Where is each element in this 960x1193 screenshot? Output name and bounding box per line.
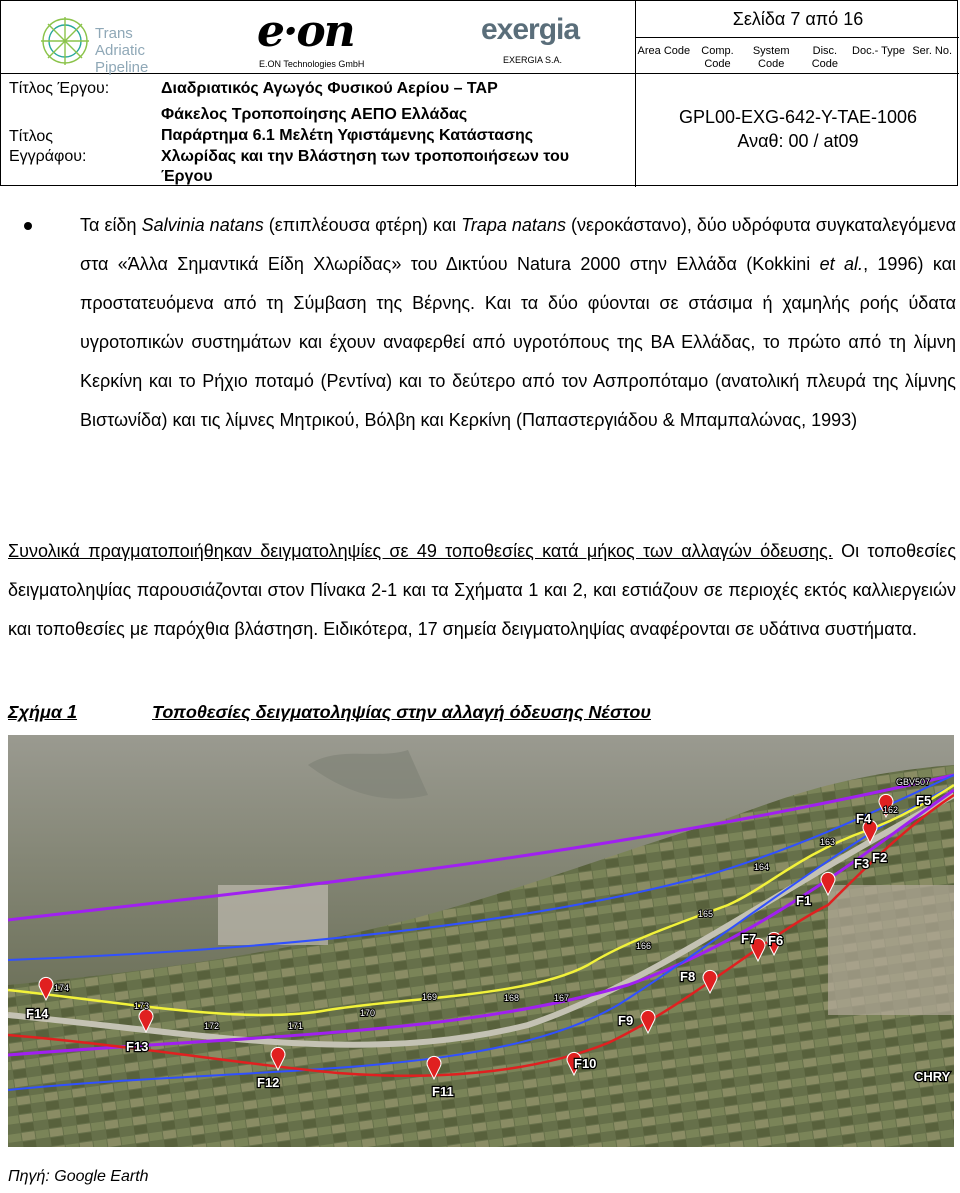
text-run: Τα είδη: [80, 215, 142, 235]
corner-label: GBV507: [896, 777, 931, 787]
eon-logo-mark: e·on: [257, 6, 354, 57]
map-town: [828, 885, 954, 1015]
page-number: Σελίδα 7 από 16: [732, 9, 864, 29]
code-field: Doc.- Type: [852, 45, 906, 57]
document-number: [637, 105, 959, 153]
svg-text:F11: F11: [432, 1084, 454, 1099]
svg-text:F1: F1: [796, 893, 812, 908]
document-number-code: GPL00-EXG-642-Y-TAE-1006: [678, 107, 918, 127]
svg-text:F2: F2: [872, 850, 888, 865]
underlined-sentence: Συνολικά πραγματοποιήθηκαν δειγματοληψίες σε 49 τοποθεσίες κατά μήκος των αλλαγών όδευσης.: [8, 541, 833, 561]
tap-logo-text: Trans Adriatic Pipeline: [95, 25, 149, 76]
project-title-value: Διαδριατικός Αγωγός Φυσικού Αερίου – TAP: [161, 80, 498, 97]
svg-text:F10: F10: [574, 1056, 597, 1071]
document-title-line: Έργου: [161, 168, 213, 185]
text-run: (επιπλέουσα φτέρη) και: [263, 215, 462, 235]
figure-title: Τοποθεσίες δειγματοληψίας στην αλλαγή όδευσης Νέστου: [152, 702, 651, 722]
svg-text:F4: F4: [856, 811, 872, 826]
text-run: (νεροκάστανο), δύο υδρόφυτα συγκαταλεγόμενα στα «Άλλα Σημαντικά Είδη Χλωρίδας» του Δικτύου Natura 2000 στην Ελλάδα (Kokkini: [80, 215, 956, 274]
tap-logo: [37, 13, 187, 76]
figure-number: Σχήμα 1: [8, 702, 78, 722]
svg-text:F8: F8: [680, 969, 696, 984]
svg-text:F3: F3: [854, 856, 870, 871]
satellite-map: [8, 735, 954, 1147]
chainage-label: 171: [288, 1021, 304, 1031]
chainage-label: 174: [54, 983, 70, 993]
chainage-label: 173: [134, 1001, 150, 1011]
bullet-icon: [24, 222, 32, 230]
chainage-label: 165: [698, 909, 714, 919]
svg-text:F9: F9: [618, 1013, 634, 1028]
document-header: [0, 0, 958, 186]
tap-logo-icon: [37, 13, 93, 69]
sample-point-f3: [854, 856, 869, 871]
document-title-line: Παράρτημα 6.1 Μελέτη Υφιστάμενης Κατάστασης: [161, 127, 534, 144]
code-field: Comp. Code: [701, 45, 734, 70]
exergia-logo-mark: exergia: [481, 13, 580, 46]
chainage-label: 164: [754, 862, 770, 872]
sample-point-f5: [916, 793, 931, 808]
text-run: , 1996) και προστατευόμενα από τη Σύμβαση της Βέρνης. Και τα δύο φύονται σε στάσιμα ή χαμηλής ροής ύδατα υγροτοπικών συστημάτων και έχουν αναφερθεί από υγροτόπους της ΒΑ Ελλάδας, το πρώτο από τη λίμνη Κερκίνη και το Ρήχιο ποταμό (Ρεντίνα) και το δεύτερο από τον Ασπροπόταμο (ανατολική πλευρά της λίμνης Βιστωνίδα) και τις λίμνες Μητρικού, Βόλβη και Κερκίνη (Παπαστεργιάδου & Μπαμπαλώνας, 1993): [80, 254, 957, 430]
citation-etal: et al.: [819, 254, 864, 274]
document-revision: Αναθ: 00 / at09: [737, 131, 859, 151]
species-paragraph: [80, 206, 956, 440]
svg-text:F13: F13: [126, 1039, 149, 1054]
sampling-paragraph: [8, 532, 956, 649]
document-title-line: Φάκελος Τροποποίησης ΑΕΠΟ Ελλάδας: [161, 106, 468, 123]
code-field: Area Code: [637, 45, 691, 57]
document-code-fields: [637, 43, 959, 73]
chainage-label: 167: [554, 993, 570, 1003]
document-title-line: Χλωρίδας και την Βλάστηση των τροποποιήσεων του: [161, 148, 570, 165]
chainage-label: 168: [504, 993, 520, 1003]
town-label: CHRY: [914, 1069, 951, 1084]
text-run: Οι τοποθεσίες δειγματοληψίας παρουσιάζονται στον Πίνακα 2-1 και τα Σχήματα 1 και 2, και εστιάζουν σε περιοχές εκτός καλλιεργειών και τοποθεσίες με παρόχθια βλάστηση. Ειδικότερα, 17 σημεία δειγματοληψίας αναφέρονται σε υδάτινα συστήματα.: [8, 541, 956, 639]
chainage-label: 162: [883, 805, 899, 815]
figure-source: Πηγή: Google Earth: [8, 1168, 149, 1185]
document-title-label: Εγγράφου:: [9, 148, 87, 165]
header-divider: [635, 1, 636, 187]
chainage-label: 172: [204, 1021, 220, 1031]
chainage-label: 163: [820, 837, 836, 847]
chainage-label: 170: [360, 1008, 376, 1018]
species-name: Salvinia natans: [141, 215, 264, 235]
code-field: Ser. No.: [912, 45, 953, 57]
svg-text:F5: F5: [916, 793, 932, 808]
svg-text:F6: F6: [768, 933, 784, 948]
code-field: System Code: [752, 45, 790, 70]
project-title-label: Τίτλος Έργου:: [9, 80, 110, 97]
chainage-label: 169: [422, 992, 438, 1002]
code-field: Disc. Code: [811, 45, 838, 70]
chainage-label: 166: [636, 941, 652, 951]
exergia-logo: [481, 13, 601, 69]
svg-text:F14: F14: [26, 1006, 49, 1021]
species-name: Trapa natans: [461, 215, 566, 235]
svg-text:F12: F12: [257, 1075, 280, 1090]
eon-logo: [257, 6, 387, 69]
svg-text:F7: F7: [741, 931, 757, 946]
header-divider: [635, 37, 959, 38]
satellite-map-image: [8, 735, 954, 1147]
exergia-logo-subtitle: EXERGIA S.A.: [503, 55, 563, 65]
document-title-label: Τίτλος: [9, 128, 54, 145]
eon-logo-subtitle: E.ON Technologies GmbH: [259, 59, 365, 69]
